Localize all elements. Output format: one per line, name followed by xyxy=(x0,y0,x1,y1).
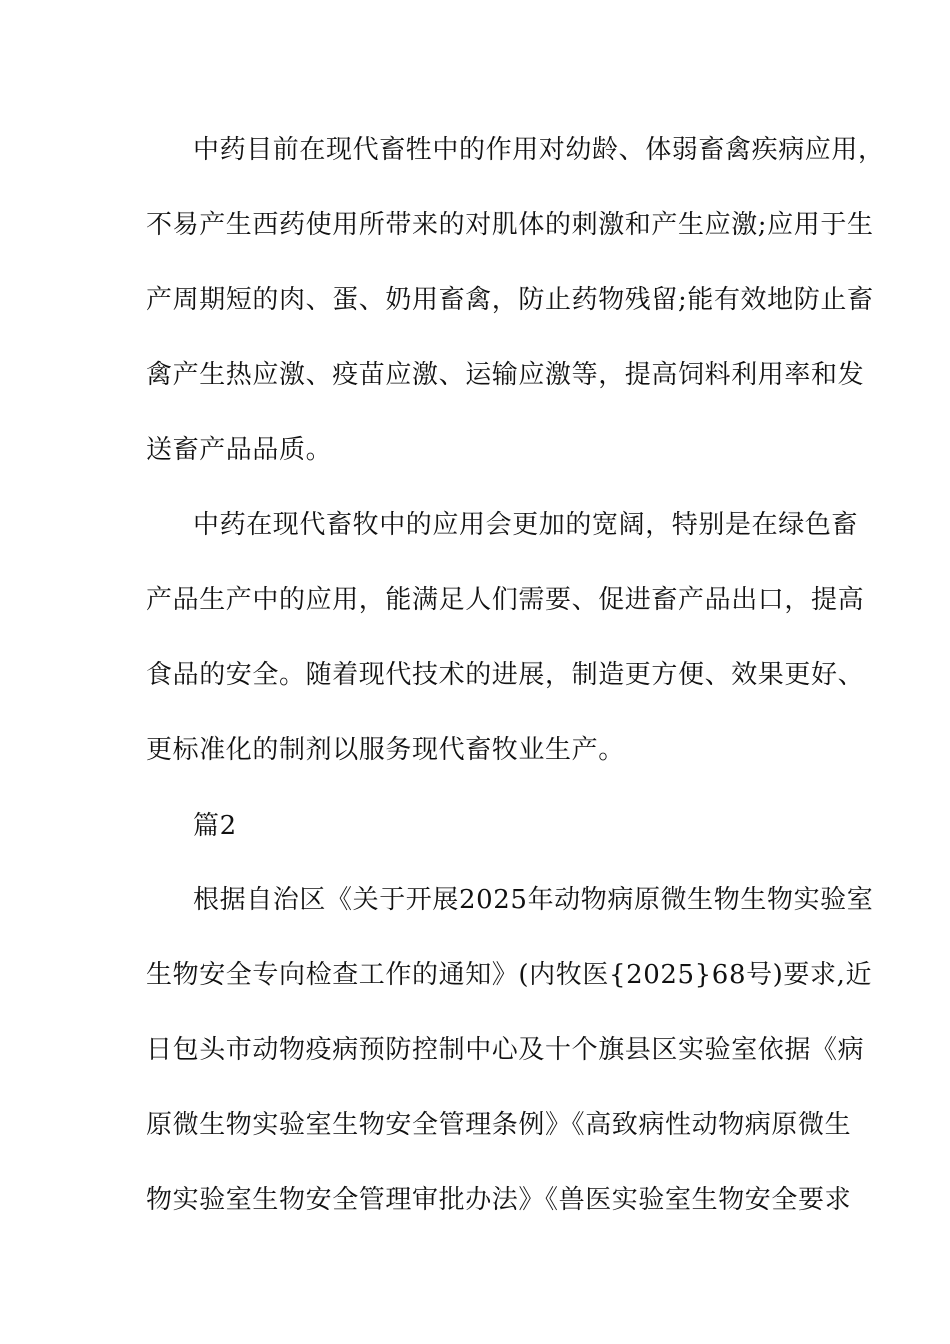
paragraph-3-line-5: 物实验室生物安全管理审批办法》《兽医实验室生物安全要求 xyxy=(146,1185,852,1215)
paragraph-1-line-3: 产周期短的肉、蛋、奶用畜禽，防止药物残留;能有效地防止畜 xyxy=(146,285,874,315)
paragraph-2-line-4: 更标准化的制剂以服务现代畜牧业生产。 xyxy=(146,735,625,765)
paragraph-3-line-2: 生物安全专向检查工作的通知》(内牧医{2025}68号)要求,近 xyxy=(146,960,873,990)
paragraph-1-line-2: 不易产生西药使用所带来的对肌体的刺激和产生应激;应用于生 xyxy=(146,210,874,240)
paragraph-1-line-5: 送畜产品品质。 xyxy=(146,435,333,465)
paragraph-1-line-1: 中药目前在现代畜牲中的作用对幼龄、体弱畜禽疾病应用， xyxy=(193,135,885,165)
paragraph-1-line-4: 禽产生热应激、疫苗应激、运输应激等，提高饲料利用率和发 xyxy=(146,360,865,390)
paragraph-3-line-3: 日包头市动物疫病预防控制中心及十个旗县区实验室依据《病 xyxy=(146,1035,865,1065)
section-heading: 篇2 xyxy=(193,811,237,841)
paragraph-2-line-3: 食品的安全。随着现代技术的进展，制造更方便、效果更好、 xyxy=(146,660,865,690)
paragraph-2-line-2: 产品生产中的应用，能满足人们需要、促进畜产品出口，提高 xyxy=(146,585,865,615)
paragraph-3-line-4: 原微生物实验室生物安全管理条例》《高致病性动物病原微生 xyxy=(146,1110,852,1140)
paragraph-2-line-1: 中药在现代畜牧中的应用会更加的宽阔，特别是在绿色畜 xyxy=(193,510,859,540)
paragraph-3-line-1: 根据自治区《关于开展2025年动物病原微生物生物实验室 xyxy=(193,885,874,915)
